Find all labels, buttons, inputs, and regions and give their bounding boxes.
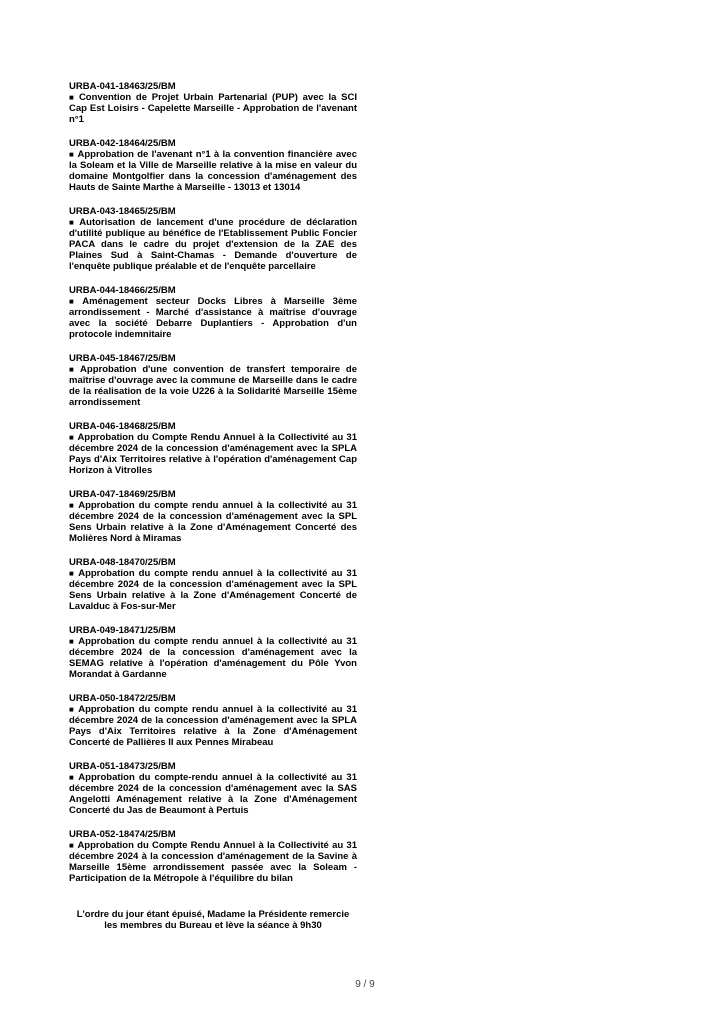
item-description: ■ Approbation du compte-rendu annuel à la collectivité au 31 décembre 2024 de la concession d'aménagement avec la SAS Angelotti Aménagement relative à la Zone d'Aménagement Concerté du Jas de Beaumont à Pertuis [69, 772, 357, 816]
agenda-item [69, 353, 357, 408]
closing-statement: L'ordre du jour étant épuisé, Madame la Présidente remercie les membres du Bureau et lève la séance à 9h30 [76, 909, 350, 931]
item-description: ■ Approbation du Compte Rendu Annuel à la Collectivité au 31 décembre 2024 de la concession d'aménagement avec la SPLA Pays d'Aix Territoires relative à l'opération d'aménagement Cap Horizon à Vitrolles [69, 432, 357, 476]
item-description: ■ Approbation du Compte Rendu Annuel à la Collectivité au 31 décembre 2024 à la concession d'aménagement de la Savine à Marseille 15ème arrondissement passée avec la Soleam - Participation de la Métropole à l'équilibre du bilan [69, 840, 357, 884]
agenda-item [69, 693, 357, 748]
agenda-item [69, 206, 357, 272]
item-description: ■ Autorisation de lancement d'une procédure de déclaration d'utilité publique au bénéfice de l'Etablissement Public Foncier PACA dans le cadre du projet d'extension de la ZAE des Plaines Sud à Saint-Chamas - Demande d'ouverture de l'enquête publique préalable et de l'enquête parcellaire [69, 217, 357, 272]
item-description: ■ Approbation du compte rendu annuel à la collectivité au 31 décembre 2024 de la concession d'aménagement avec la SPLA Pays d'Aix Territoires relative à la Zone d'Aménagement Concerté de Pallières II aux Pennes Mirabeau [69, 704, 357, 748]
item-reference: URBA-052-18474/25/BM [69, 829, 176, 840]
agenda-item [69, 761, 357, 816]
item-reference: URBA-051-18473/25/BM [69, 761, 176, 772]
page-number: 9 / 9 [355, 979, 375, 990]
item-reference: URBA-047-18469/25/BM [69, 489, 176, 500]
agenda-item [69, 557, 357, 612]
item-description: ■ Approbation du compte rendu annuel à la collectivité au 31 décembre 2024 de la concession d'aménagement avec la SPL Sens Urbain relative à la Zone d'Aménagement Concerté des Molières Nord à Miramas [69, 500, 357, 544]
agenda-item [69, 138, 357, 193]
item-description: ■ Aménagement secteur Docks Libres à Marseille 3ème arrondissement - Marché d'assistance à maîtrise d'ouvrage avec la société Debarre Duplantiers - Approbation d'un protocole indemnitaire [69, 296, 357, 340]
item-description: ■ Approbation du compte rendu annuel à la collectivité au 31 décembre 2024 de la concession d'aménagement avec la SPL Sens Urbain relative à la Zone d'Aménagement Concerté de Lavalduc à Fos-sur-Mer [69, 568, 357, 612]
item-description: ■ Approbation du compte rendu annuel à la collectivité au 31 décembre 2024 de la concession d'aménagement avec la SEMAG relative à l'opération d'aménagement du Pôle Yvon Morandat à Gardanne [69, 636, 357, 680]
agenda-item [69, 285, 357, 340]
agenda-list [69, 81, 357, 897]
item-description: ■ Approbation d'une convention de transfert temporaire de maîtrise d'ouvrage avec la commune de Marseille dans le cadre de la réalisation de la voie U226 à la Solidarité Marseille 15ème arrondissement [69, 364, 357, 408]
item-reference: URBA-042-18464/25/BM [69, 138, 176, 149]
agenda-item [69, 81, 357, 125]
bullet-icon: ■ [69, 501, 76, 510]
agenda-item [69, 829, 357, 884]
bullet-icon: ■ [69, 365, 78, 374]
item-reference: URBA-048-18470/25/BM [69, 557, 176, 568]
bullet-icon: ■ [69, 150, 75, 159]
agenda-item [69, 625, 357, 680]
bullet-icon: ■ [69, 433, 75, 442]
bullet-icon: ■ [69, 637, 76, 646]
bullet-icon: ■ [69, 93, 76, 102]
item-reference: URBA-043-18465/25/BM [69, 206, 176, 217]
bullet-icon: ■ [69, 841, 75, 850]
bullet-icon: ■ [69, 297, 80, 306]
item-reference: URBA-044-18466/25/BM [69, 285, 176, 296]
bullet-icon: ■ [69, 569, 76, 578]
item-description: ■ Convention de Projet Urbain Partenarial (PUP) avec la SCI Cap Est Loisirs - Capelette Marseille - Approbation de l'avenant n°1 [69, 92, 357, 125]
item-reference: URBA-046-18468/25/BM [69, 421, 176, 432]
agenda-item [69, 421, 357, 476]
bullet-icon: ■ [69, 705, 76, 714]
item-description: ■ Approbation de l'avenant n°1 à la convention financière avec la Soleam et la Ville de Marseille relative à la mise en valeur du domaine Montgolfier dans la concession d'aménagement des Hauts de Sainte Marthe à Marseille - 13013 et 13014 [69, 149, 357, 193]
item-reference: URBA-050-18472/25/BM [69, 693, 176, 704]
bullet-icon: ■ [69, 218, 77, 227]
agenda-item [69, 489, 357, 544]
item-reference: URBA-045-18467/25/BM [69, 353, 176, 364]
item-reference: URBA-049-18471/25/BM [69, 625, 176, 636]
bullet-icon: ■ [69, 773, 76, 782]
item-reference: URBA-041-18463/25/BM [69, 81, 176, 92]
